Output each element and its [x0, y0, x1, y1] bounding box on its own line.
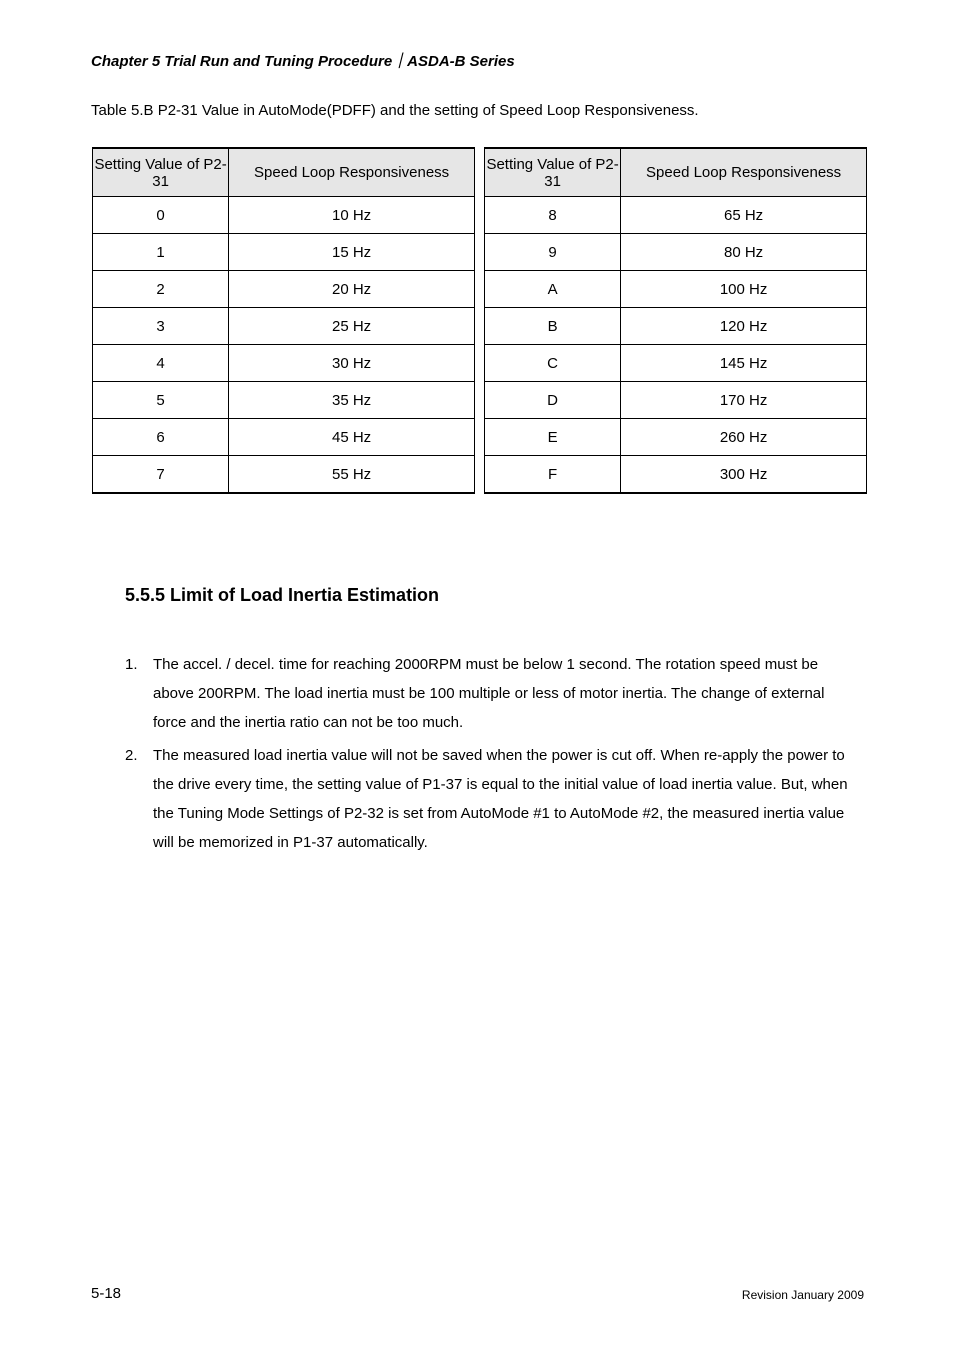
setting-value-cell: 6 [93, 419, 229, 456]
setting-value-cell: A [485, 271, 621, 308]
table-row [485, 271, 867, 308]
table-row [93, 197, 475, 234]
table-row [93, 308, 475, 345]
table-row [93, 419, 475, 456]
table-caption: Table 5.B P2-31 Value in AutoMode(PDFF) and the setting of Speed Loop Responsiveness. [91, 102, 699, 119]
responsiveness-cell: 45 Hz [229, 419, 475, 456]
responsiveness-cell: 20 Hz [229, 271, 475, 308]
table-row [485, 234, 867, 271]
responsiveness-cell: 15 Hz [229, 234, 475, 271]
table-row [485, 197, 867, 234]
responsiveness-cell: 120 Hz [621, 308, 867, 345]
setting-value-cell: 3 [93, 308, 229, 345]
list-item-text: The measured load inertia value will not be saved when the power is cut off. When re-apply the power to the drive every time, the setting value of P1-37 is equal to the initial value of load inertia value. But, when the Tuning Mode Settings of P2-32 is set from AutoMode #1 to AutoMode #2, the measured inertia value will be memorized in P1-37 automatically. [153, 747, 848, 851]
setting-value-cell: 2 [93, 271, 229, 308]
table-row [93, 271, 475, 308]
responsiveness-cell: 260 Hz [621, 419, 867, 456]
column-header-setting-value: Setting Value of P2-31 [93, 148, 229, 197]
table-row [485, 382, 867, 419]
responsiveness-cell: 55 Hz [229, 456, 475, 494]
setting-value-cell: 1 [93, 234, 229, 271]
responsiveness-cell: 25 Hz [229, 308, 475, 345]
list-item-number: 1. [125, 656, 138, 673]
setting-value-cell: 9 [485, 234, 621, 271]
list-item [125, 741, 860, 857]
table-row [93, 345, 475, 382]
table-row [485, 308, 867, 345]
chapter-header: Chapter 5 Trial Run and Tuning Procedure｜ASDA-B Series [91, 53, 515, 70]
column-header-setting-value: Setting Value of P2-31 [485, 148, 621, 197]
responsiveness-table-right [484, 147, 867, 494]
responsiveness-cell: 100 Hz [621, 271, 867, 308]
responsiveness-cell: 35 Hz [229, 382, 475, 419]
table-row [485, 345, 867, 382]
responsiveness-cell: 145 Hz [621, 345, 867, 382]
setting-value-cell: C [485, 345, 621, 382]
column-header-responsiveness: Speed Loop Responsiveness [229, 148, 475, 197]
table-row [485, 456, 867, 494]
list-item-text: The accel. / decel. time for reaching 2000RPM must be below 1 second. The rotation speed must be above 200RPM. The load inertia must be 100 multiple or less of motor inertia. The change of external force and the inertia ratio can not be too much. [153, 656, 825, 731]
setting-value-cell: 8 [485, 197, 621, 234]
column-header-responsiveness: Speed Loop Responsiveness [621, 148, 867, 197]
page-number: 5-18 [91, 1285, 122, 1302]
setting-value-cell: 5 [93, 382, 229, 419]
setting-value-cell: B [485, 308, 621, 345]
setting-value-cell: D [485, 382, 621, 419]
responsiveness-cell: 10 Hz [229, 197, 475, 234]
setting-value-cell: 7 [93, 456, 229, 494]
table-row [93, 456, 475, 494]
responsiveness-cell: 80 Hz [621, 234, 867, 271]
table-header-row [93, 148, 475, 197]
responsiveness-cell: 170 Hz [621, 382, 867, 419]
setting-value-cell: 4 [93, 345, 229, 382]
table-row [93, 234, 475, 271]
numbered-list [125, 650, 860, 861]
section-heading: 5.5.5 Limit of Load Inertia Estimation [125, 585, 440, 605]
table-row [485, 419, 867, 456]
table-header-row [485, 148, 867, 197]
responsiveness-cell: 65 Hz [621, 197, 867, 234]
responsiveness-cell: 300 Hz [621, 456, 867, 494]
setting-value-cell: E [485, 419, 621, 456]
setting-value-cell: 0 [93, 197, 229, 234]
responsiveness-table-left [92, 147, 475, 494]
setting-value-cell: F [485, 456, 621, 494]
responsiveness-cell: 30 Hz [229, 345, 475, 382]
table-row [93, 382, 475, 419]
revision-note: Revision January 2009 [741, 1288, 864, 1302]
list-item [125, 650, 860, 737]
list-item-number: 2. [125, 747, 138, 764]
